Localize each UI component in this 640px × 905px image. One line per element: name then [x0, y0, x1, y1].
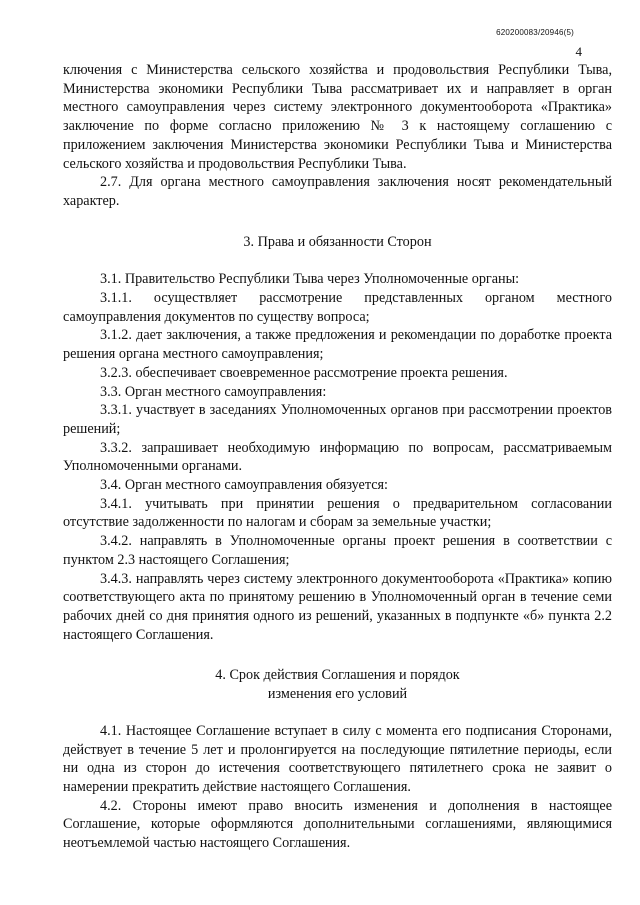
- paragraph-3-4-3: 3.4.3. направлять через систему электронного документооборота «Практика» копию соответствующего акта по принятому решению в Уполномоченный орган в течение семи рабочих дней со дня принятия одного из решений, указанных в подпункте «б» пункта 2.2 настоящего Соглашения.: [63, 570, 612, 643]
- document-body: [63, 61, 612, 853]
- paragraph-3-1: 3.1. Правительство Республики Тыва через Уполномоченные органы:: [100, 271, 520, 288]
- paragraph-3-3-1: 3.3.1. участвует в заседаниях Уполномоченных органов при рассмотрении проектов решений;: [63, 402, 612, 437]
- paragraph-3-4: 3.4. Орган местного самоуправления обязуется:: [100, 477, 388, 494]
- section-4-title-line1: 4. Срок действия Соглашения и порядок: [215, 667, 460, 684]
- page-number: 4: [575, 44, 582, 59]
- paragraph-3-4-1: 3.4.1. учитывать при принятии решения о предварительном согласовании отсутствие задолженности по налогам и сборам за земельные участки;: [63, 495, 612, 531]
- paragraph-2-7: 2.7. Для органа местного самоуправления заключения носят рекомендательный характер.: [63, 174, 612, 209]
- section-3-title: 3. Права и обязанности Сторон: [243, 233, 432, 250]
- paragraph-4-1: 4.1. Настоящее Соглашение вступает в силу с момента его подписания Сторонами, действует в течение 5 лет и пролонгируется на последующие пятилетние периоды, если ни одна из сторон до истечения соответствующего пятилетнего срока не заявит о намерении прекратить действие настоящего Соглашения.: [63, 722, 612, 795]
- document-number: 620200083/20946(5): [496, 28, 574, 37]
- paragraph-3-1-1: 3.1.1. осуществляет рассмотрение представленных органом местного самоуправления документов по существу вопроса;: [63, 290, 612, 325]
- paragraph-3-3: 3.3. Орган местного самоуправления:: [100, 383, 327, 400]
- paragraph-intro-continuation: ключения с Министерства сельского хозяйства и продовольствия Республики Тыва, Министерства экономики Республики Тыва рассматривает их и направляет в орган местного самоуправления через систему электронного документооборота «Практика» заключение по форме согласно приложению № 3 к настоящему соглашению с приложением заключения Министерства экономики Республики Тыва и Министерства сельского хозяйства и продовольствия Республики Тыва.: [63, 62, 612, 172]
- paragraph-3-1-2: 3.1.2. дает заключения, а также предложения и рекомендации по доработке проекта решения органа местного самоуправления;: [63, 327, 612, 363]
- paragraph-3-3-2: 3.3.2. запрашивает необходимую информацию по вопросам, рассматриваемым Уполномоченными органами.: [63, 439, 612, 475]
- section-4-title-line2: изменения его условий: [267, 686, 408, 703]
- paragraph-3-4-2: 3.4.2. направлять в Уполномоченные органы проект решения в соответствии с пунктом 2.3 настоящего Соглашения;: [63, 533, 612, 568]
- paragraph-4-2: 4.2. Стороны имеют право вносить изменения и дополнения в настоящее Соглашение, которые оформляются дополнительными соглашениями, являющимися неотъемлемой частью настоящего Соглашения.: [63, 797, 612, 852]
- paragraph-3-2-3: 3.2.3. обеспечивает своевременное рассмотрение проекта решения.: [100, 364, 508, 381]
